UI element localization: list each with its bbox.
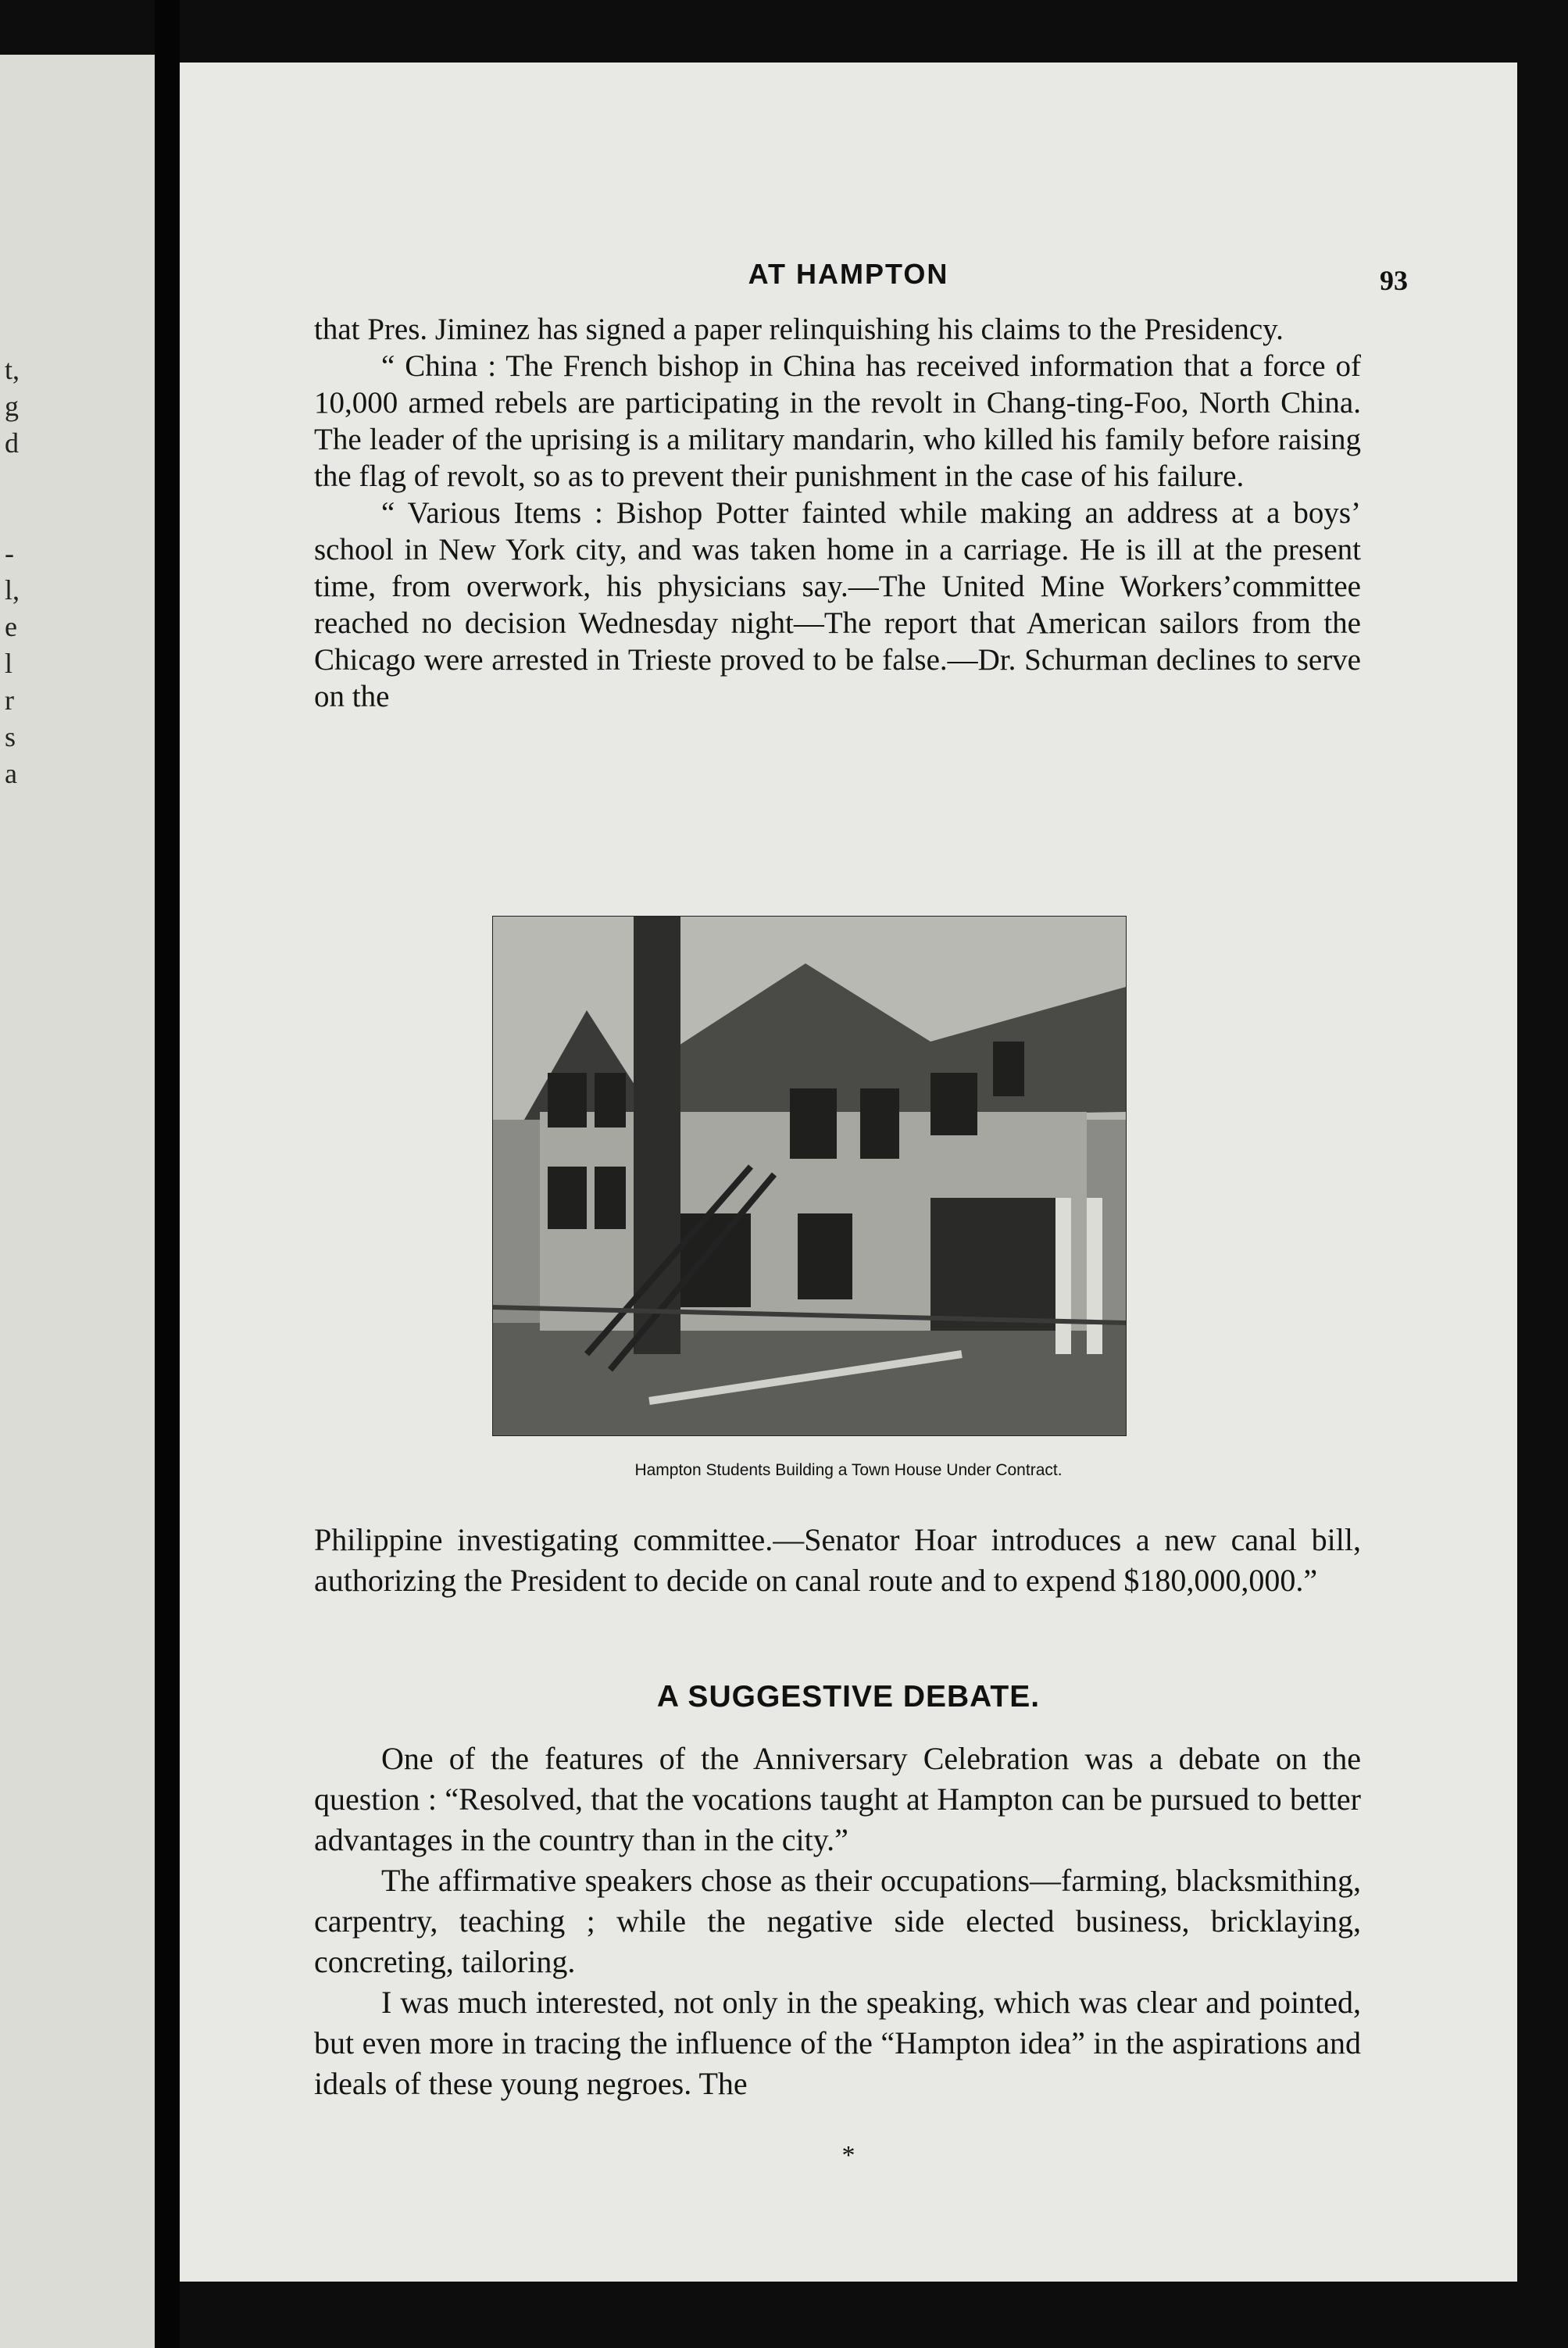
article-text-continued xyxy=(314,1520,1361,1601)
book-gutter xyxy=(155,0,180,2348)
photo-caption: Hampton Students Building a Town House Under Contract. xyxy=(634,1461,1063,1479)
fragment: r xyxy=(5,684,14,716)
house-photograph xyxy=(492,916,1127,1436)
fragment: a xyxy=(5,758,17,789)
paragraph: The affirmative speakers chose as their occupations—farming, blacksmithing, carpentry, teaching ; while the negative side elected business, bricklaying, concreting, tailoring. xyxy=(314,1863,1361,1979)
section-text xyxy=(314,1739,1361,2104)
previous-page-fragments xyxy=(5,352,36,792)
running-title: AT HAMPTON xyxy=(748,258,949,290)
fragment: - xyxy=(5,538,14,569)
paragraph: “ China : The French bishop in China has received information that a force of 10,000 armed rebels are participating in the revolt in Chang-ting-Foo, North China. The leader of the uprising is a military mandarin, who killed his family before raising the flag of revolt, so as to prevent their punishment in the case of his failure. xyxy=(314,349,1361,493)
fragment: g xyxy=(5,391,19,422)
document-page xyxy=(180,63,1517,2282)
fragment: e xyxy=(5,611,17,642)
fragment xyxy=(5,499,36,535)
paragraph: Philippine investigating committee.—Senator Hoar introduces a new canal bill, authorizing the President to decide on canal route and to expend $180,000,000.” xyxy=(314,1522,1361,1598)
house-photo-image xyxy=(493,917,1126,1435)
paragraph: I was much interested, not only in the speaking, which was clear and pointed, but even more in tracing the influence of the “Hampton idea” in the aspirations and ideals of these young negroes. The xyxy=(314,1985,1361,2101)
paragraph: “ Various Items : Bishop Potter fainted while making an address at a boys’ school in New York city, and was taken home in a carriage. He is ill at the present time, from overwork, his physicians say.—The United Mine Workers’committee reached no decision Wednesday night—The report that American sailors from the Chicago were arrested in Trieste proved to be false.—Dr. Schurman declines to serve on the xyxy=(314,496,1361,713)
section-heading: A SUGGESTIVE DEBATE. xyxy=(656,1680,1041,1714)
fragment xyxy=(5,462,36,499)
previous-page-edge xyxy=(0,55,155,2348)
page-number: 93 xyxy=(1380,265,1408,296)
fragment: t, xyxy=(5,354,20,385)
paragraph: that Pres. Jiminez has signed a paper relinquishing his claims to the Presidency. xyxy=(314,313,1284,346)
page-header xyxy=(180,258,1517,305)
paragraph: One of the features of the Anniversary Celebration was a debate on the question : “Resolved, that the vocations taught at Hampton can be pursued to better advantages in the country than in the city.” xyxy=(314,1741,1361,1857)
footer-mark: * xyxy=(841,2141,855,2170)
fragment: d xyxy=(5,427,19,459)
fragment: l xyxy=(5,648,13,679)
article-text-top xyxy=(314,311,1361,715)
fragment: l, xyxy=(5,574,20,606)
fragment: s xyxy=(5,721,16,752)
